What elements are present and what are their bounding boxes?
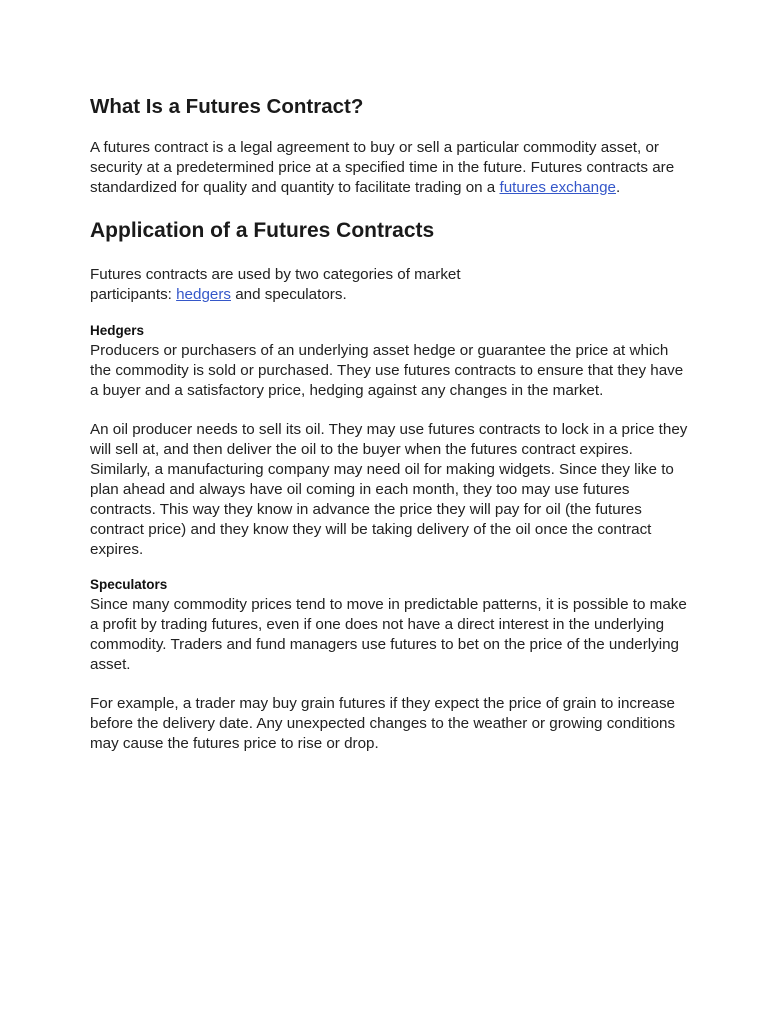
hedgers-paragraph-2: An oil producer needs to sell its oil. They may use futures contracts to lock in a price they will sell at, and then deliver the oil to the buyer when the futures contract expires. Similarly, a manufacturing company may need oil for making widgets. Since they like to plan ahead and always have oil coming in each month, they too may use futures contracts. This way they know in advance the price they will pay for oil (the futures contract price) and they know they will be taking delivery of the oil once the contract expires. — [90, 421, 688, 558]
speculators-paragraph-1: Since many commodity prices tend to move in predictable patterns, it is possible to make a profit by trading futures, even if one does not have a direct interest in the underlying commodity. Traders and fund managers use futures to bet on the price of the underlying asset. — [90, 596, 687, 673]
document-body — [90, 94, 690, 754]
page-title: What Is a Futures Contract? — [90, 95, 364, 118]
application-text: Futures contracts are used by two categories of market participants: — [90, 266, 461, 303]
application-paragraph — [90, 265, 520, 305]
futures-exchange-link[interactable]: futures exchange — [499, 179, 617, 196]
application-text-end: and speculators. — [231, 286, 347, 303]
speculators-heading: Speculators — [90, 577, 168, 592]
intro-paragraph — [90, 138, 690, 198]
intro-text-end: . — [616, 179, 621, 196]
intro-text: A futures contract is a legal agreement to buy or sell a particular commodity asset, or security at a predetermined price at a specified time in the future. Futures contracts are standardized for quality and quantity to facilitate trading on a — [90, 139, 675, 196]
hedgers-heading: Hedgers — [90, 323, 145, 338]
speculators-paragraph-2: For example, a trader may buy grain futures if they expect the price of grain to increase before the delivery date. Any unexpected changes to the weather or growing conditions may cause the futures price to rise or drop. — [90, 695, 676, 752]
application-title: Application of a Futures Contracts — [90, 219, 435, 242]
hedgers-paragraph-1: Producers or purchasers of an underlying asset hedge or guarantee the price at which the commodity is sold or purchased. They use futures contracts to ensure that they have a buyer and a satisfactory price, hedging against any changes in the market. — [90, 342, 684, 399]
hedgers-link[interactable]: hedgers — [176, 286, 231, 303]
